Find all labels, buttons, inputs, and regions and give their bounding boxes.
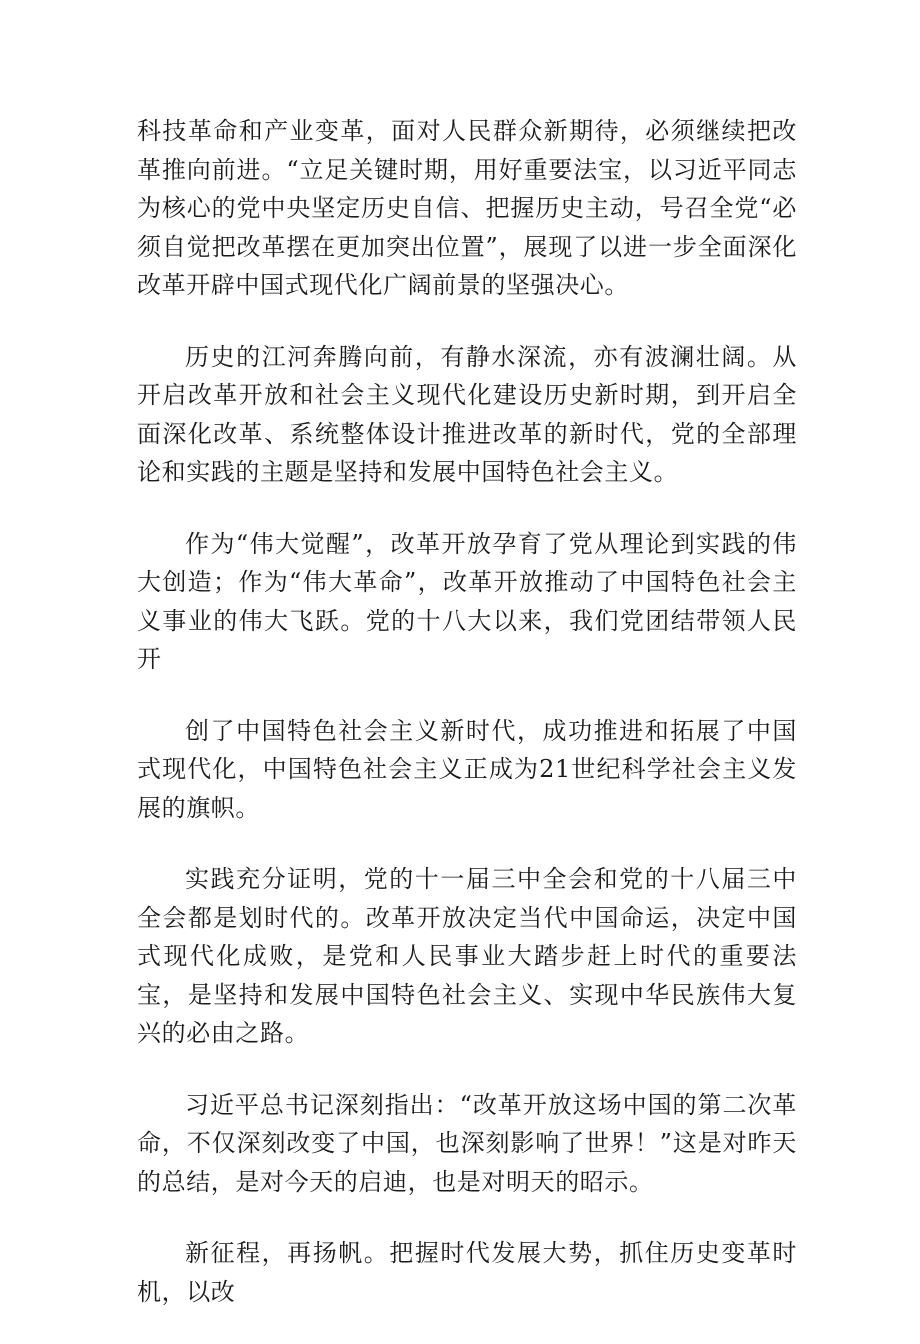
paragraph-6: 习近平总书记深刻指出：“改革开放这场中国的第二次革命，不仅深刻改变了中国，也深刻影响了世界！”这是对昨天的总结，是对今天的启迪，也是对明天的昭示。 (137, 1090, 797, 1196)
paragraph-7: 新征程，再扬帆。把握时代发展大势，抓住历史变革时机，以改 (137, 1239, 797, 1306)
paragraph-5: 实践充分证明，党的十一届三中全会和党的十八届三中全会都是划时代的。改革开放决定当代中国命运，决定中国式现代化成败，是党和人民事业大踏步赶上时代的重要法宝，是坚持和发展中国特色社会主义、实现中华民族伟大复兴的必由之路。 (137, 865, 797, 1047)
paragraph-4: 创了中国特色社会主义新时代，成功推进和拓展了中国式现代化，中国特色社会主义正成为21世纪科学社会主义发展的旗帜。 (137, 716, 797, 822)
document-body (137, 112, 797, 1344)
paragraph-1: 科技革命和产业变革，面对人民群众新期待，必须继续把改革推向前进。“立足关键时期，用好重要法宝，以习近平同志为核心的党中央坚定历史自信、把握历史主动，号召全党“必须自觉把改革摆在更加突出位置”，展现了以进一步全面深化改革开辟中国式现代化广阔前景的坚强决心。 (137, 117, 797, 299)
paragraph-2: 历史的江河奔腾向前，有静水深流，亦有波澜壮阔。从开启改革开放和社会主义现代化建设历史新时期，到开启全面深化改革、系统整体设计推进改革的新时代，党的全部理论和实践的主题是坚持和发展中国特色社会主义。 (137, 342, 797, 486)
paragraph-3: 作为“伟大觉醒”，改革开放孕育了党从理论到实践的伟大创造；作为“伟大革命”，改革开放推动了中国特色社会主义事业的伟大飞跃。党的十八大以来，我们党团结带领人民开 (137, 529, 797, 673)
